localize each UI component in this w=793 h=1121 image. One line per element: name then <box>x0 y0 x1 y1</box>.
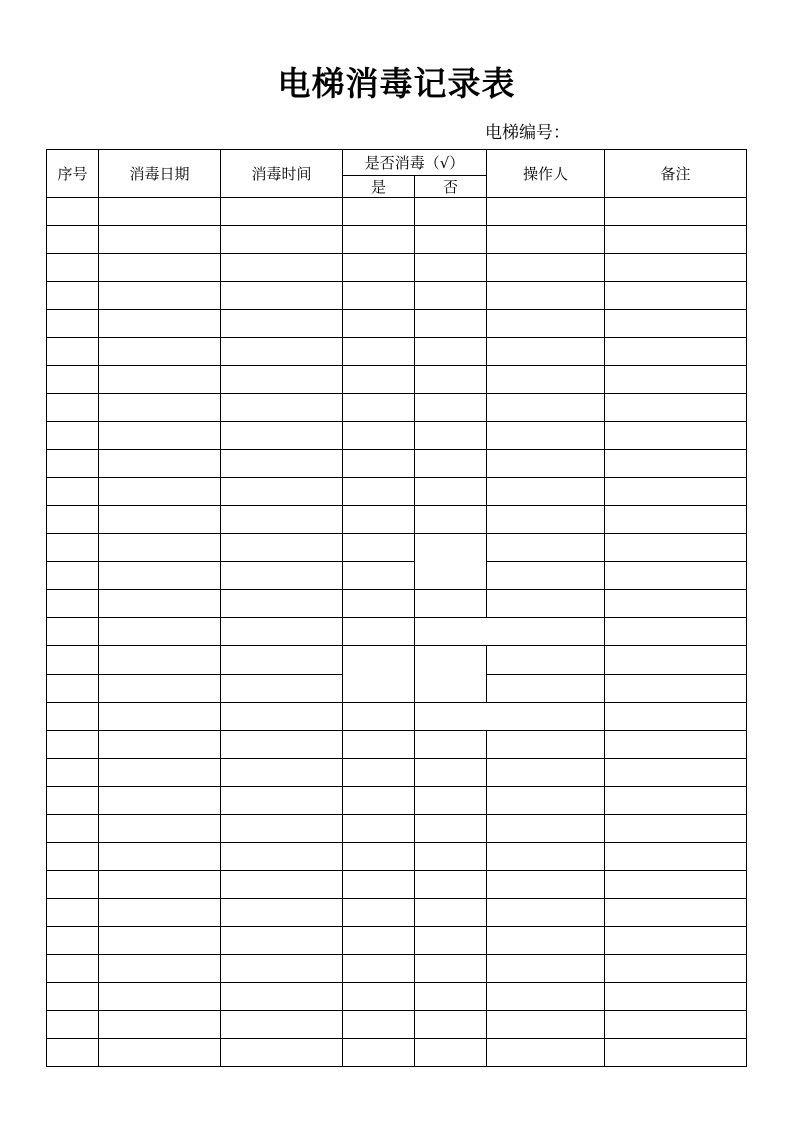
table-row <box>47 422 747 450</box>
header-disinfected: 是否消毒（√） <box>343 150 487 176</box>
cell-remarks[interactable] <box>605 450 747 478</box>
table-row <box>47 703 747 731</box>
cell-seq[interactable] <box>47 198 99 226</box>
cell-date[interactable] <box>99 338 221 366</box>
cell-operator[interactable] <box>487 590 605 618</box>
table-row <box>47 534 747 562</box>
table-row <box>47 366 747 394</box>
cell-operator[interactable] <box>487 871 605 899</box>
cell-date[interactable] <box>99 590 221 618</box>
cell-date[interactable] <box>99 394 221 422</box>
cell-no[interactable] <box>415 899 487 927</box>
table-row <box>47 759 747 787</box>
cell-no[interactable] <box>415 787 487 815</box>
cell-date[interactable] <box>99 1011 221 1039</box>
cell-date[interactable] <box>99 422 221 450</box>
cell-seq[interactable] <box>47 1039 99 1067</box>
cell-no[interactable] <box>415 226 487 254</box>
cell-date[interactable] <box>99 787 221 815</box>
cell-seq[interactable] <box>47 618 99 646</box>
cell-yes-merged[interactable] <box>343 646 415 703</box>
cell-operator[interactable] <box>487 815 605 843</box>
cell-yes[interactable] <box>343 590 415 618</box>
cell-date[interactable] <box>99 226 221 254</box>
cell-no-merged[interactable] <box>415 646 487 703</box>
table-row <box>47 871 747 899</box>
cell-time[interactable] <box>221 366 343 394</box>
cell-operator[interactable] <box>487 422 605 450</box>
cell-no[interactable] <box>415 843 487 871</box>
cell-time[interactable] <box>221 422 343 450</box>
cell-remarks[interactable] <box>605 703 747 731</box>
table-row <box>47 843 747 871</box>
cell-yes[interactable] <box>343 422 415 450</box>
cell-operator[interactable] <box>487 983 605 1011</box>
cell-date[interactable] <box>99 703 221 731</box>
cell-remarks[interactable] <box>605 759 747 787</box>
table-row <box>47 899 747 927</box>
cell-operator[interactable] <box>487 1011 605 1039</box>
cell-time[interactable] <box>221 899 343 927</box>
cell-yes[interactable] <box>343 927 415 955</box>
table-row <box>47 226 747 254</box>
cell-yes[interactable] <box>343 871 415 899</box>
cell-operator[interactable] <box>487 534 605 562</box>
cell-yes[interactable] <box>343 562 415 590</box>
table-row <box>47 562 747 590</box>
header-time: 消毒时间 <box>221 150 343 198</box>
cell-time[interactable] <box>221 478 343 506</box>
cell-date[interactable] <box>99 899 221 927</box>
header-remarks: 备注 <box>605 150 747 198</box>
cell-remarks[interactable] <box>605 478 747 506</box>
cell-date[interactable] <box>99 843 221 871</box>
cell-remarks[interactable] <box>605 787 747 815</box>
cell-no[interactable] <box>415 366 487 394</box>
cell-seq[interactable] <box>47 366 99 394</box>
cell-yes[interactable] <box>343 899 415 927</box>
cell-seq[interactable] <box>47 731 99 759</box>
cell-remarks[interactable] <box>605 1039 747 1067</box>
cell-time[interactable] <box>221 198 343 226</box>
cell-seq[interactable] <box>47 899 99 927</box>
cell-time[interactable] <box>221 562 343 590</box>
cell-time[interactable] <box>221 983 343 1011</box>
cell-remarks[interactable] <box>605 534 747 562</box>
cell-no[interactable] <box>415 282 487 310</box>
table-row <box>47 338 747 366</box>
cell-yes[interactable] <box>343 534 415 562</box>
cell-remarks[interactable] <box>605 562 747 590</box>
cell-yes[interactable] <box>343 1011 415 1039</box>
cell-seq[interactable] <box>47 506 99 534</box>
cell-seq[interactable] <box>47 394 99 422</box>
cell-no[interactable] <box>415 590 487 618</box>
cell-yes[interactable] <box>343 955 415 983</box>
cell-seq[interactable] <box>47 338 99 366</box>
cell-date[interactable] <box>99 562 221 590</box>
cell-yes[interactable] <box>343 450 415 478</box>
cell-operator[interactable] <box>487 478 605 506</box>
cell-no[interactable] <box>415 815 487 843</box>
table-row <box>47 1039 747 1067</box>
cell-no[interactable] <box>415 310 487 338</box>
cell-date[interactable] <box>99 310 221 338</box>
cell-yes[interactable] <box>343 282 415 310</box>
cell-seq[interactable] <box>47 226 99 254</box>
cell-operator[interactable] <box>487 899 605 927</box>
cell-date[interactable] <box>99 450 221 478</box>
cell-yes[interactable] <box>343 310 415 338</box>
cell-remarks[interactable] <box>605 506 747 534</box>
cell-yes[interactable] <box>343 226 415 254</box>
cell-date[interactable] <box>99 366 221 394</box>
cell-remarks[interactable] <box>605 1011 747 1039</box>
cell-remarks[interactable] <box>605 618 747 646</box>
cell-yes[interactable] <box>343 506 415 534</box>
cell-yes[interactable] <box>343 338 415 366</box>
cell-no[interactable] <box>415 394 487 422</box>
cell-operator[interactable] <box>487 759 605 787</box>
cell-no[interactable] <box>415 198 487 226</box>
cell-time[interactable] <box>221 254 343 282</box>
cell-seq[interactable] <box>47 450 99 478</box>
cell-operator[interactable] <box>487 338 605 366</box>
cell-date[interactable] <box>99 815 221 843</box>
cell-time[interactable] <box>221 590 343 618</box>
cell-seq[interactable] <box>47 983 99 1011</box>
cell-time[interactable] <box>221 534 343 562</box>
cell-seq[interactable] <box>47 478 99 506</box>
cell-seq[interactable] <box>47 562 99 590</box>
cell-operator[interactable] <box>487 366 605 394</box>
cell-time[interactable] <box>221 955 343 983</box>
cell-date[interactable] <box>99 759 221 787</box>
table-row <box>47 731 747 759</box>
cell-no-merged[interactable] <box>415 534 487 590</box>
cell-yes[interactable] <box>343 198 415 226</box>
cell-yes[interactable] <box>343 394 415 422</box>
cell-no[interactable] <box>415 927 487 955</box>
cell-seq[interactable] <box>47 1011 99 1039</box>
cell-remarks[interactable] <box>605 955 747 983</box>
cell-no[interactable] <box>415 759 487 787</box>
cell-date[interactable] <box>99 983 221 1011</box>
cell-yes[interactable] <box>343 1039 415 1067</box>
table-row <box>47 618 747 646</box>
table-row <box>47 506 747 534</box>
cell-time[interactable] <box>221 310 343 338</box>
cell-operator[interactable] <box>487 310 605 338</box>
cell-remarks[interactable] <box>605 394 747 422</box>
table-row <box>47 815 747 843</box>
cell-remarks[interactable] <box>605 366 747 394</box>
cell-seq[interactable] <box>47 675 99 703</box>
cell-no[interactable] <box>415 955 487 983</box>
elevator-number-label: 电梯编号： <box>485 123 570 143</box>
cell-operator[interactable] <box>487 506 605 534</box>
cell-operator[interactable] <box>487 226 605 254</box>
cell-operator[interactable] <box>487 282 605 310</box>
cell-yes[interactable] <box>343 983 415 1011</box>
cell-date[interactable] <box>99 646 221 675</box>
cell-time[interactable] <box>221 618 343 646</box>
cell-yes[interactable] <box>343 618 415 646</box>
cell-seq[interactable] <box>47 815 99 843</box>
cell-remarks[interactable] <box>605 198 747 226</box>
table-row <box>47 1011 747 1039</box>
cell-time[interactable] <box>221 927 343 955</box>
cell-operator[interactable] <box>487 646 605 675</box>
cell-time[interactable] <box>221 450 343 478</box>
cell-no-operator-merged[interactable] <box>415 703 605 731</box>
table-row <box>47 478 747 506</box>
cell-date[interactable] <box>99 871 221 899</box>
cell-time[interactable] <box>221 506 343 534</box>
cell-remarks[interactable] <box>605 815 747 843</box>
cell-yes[interactable] <box>343 787 415 815</box>
cell-remarks[interactable] <box>605 731 747 759</box>
cell-remarks[interactable] <box>605 282 747 310</box>
cell-seq[interactable] <box>47 759 99 787</box>
cell-seq[interactable] <box>47 927 99 955</box>
cell-remarks[interactable] <box>605 254 747 282</box>
cell-seq[interactable] <box>47 590 99 618</box>
table-row <box>47 787 747 815</box>
cell-remarks[interactable] <box>605 226 747 254</box>
header-yes: 是 <box>343 176 415 198</box>
cell-operator[interactable] <box>487 731 605 759</box>
table-row <box>47 198 747 226</box>
cell-no[interactable] <box>415 450 487 478</box>
cell-seq[interactable] <box>47 871 99 899</box>
table-row <box>47 590 747 618</box>
cell-seq[interactable] <box>47 955 99 983</box>
table-row <box>47 927 747 955</box>
header-date: 消毒日期 <box>99 150 221 198</box>
cell-seq[interactable] <box>47 282 99 310</box>
cell-time[interactable] <box>221 759 343 787</box>
cell-operator[interactable] <box>487 927 605 955</box>
cell-yes[interactable] <box>343 254 415 282</box>
cell-operator[interactable] <box>487 675 605 703</box>
cell-seq[interactable] <box>47 843 99 871</box>
table-row <box>47 394 747 422</box>
cell-remarks[interactable] <box>605 899 747 927</box>
cell-date[interactable] <box>99 618 221 646</box>
cell-seq[interactable] <box>47 703 99 731</box>
cell-date[interactable] <box>99 478 221 506</box>
cell-operator[interactable] <box>487 843 605 871</box>
cell-date[interactable] <box>99 675 221 703</box>
header-no: 否 <box>415 176 487 198</box>
cell-yes[interactable] <box>343 815 415 843</box>
cell-no-operator-merged[interactable] <box>415 618 605 646</box>
cell-date[interactable] <box>99 927 221 955</box>
table-row <box>47 955 747 983</box>
cell-seq[interactable] <box>47 787 99 815</box>
cell-date[interactable] <box>99 282 221 310</box>
table-row <box>47 983 747 1011</box>
cell-seq[interactable] <box>47 422 99 450</box>
cell-time[interactable] <box>221 646 343 675</box>
cell-time[interactable] <box>221 282 343 310</box>
disinfection-record-table <box>46 149 747 1067</box>
cell-time[interactable] <box>221 815 343 843</box>
table-row <box>47 450 747 478</box>
cell-time[interactable] <box>221 675 343 703</box>
cell-yes[interactable] <box>343 478 415 506</box>
cell-time[interactable] <box>221 226 343 254</box>
cell-date[interactable] <box>99 254 221 282</box>
cell-time[interactable] <box>221 1039 343 1067</box>
cell-date[interactable] <box>99 731 221 759</box>
cell-yes[interactable] <box>343 703 415 731</box>
cell-date[interactable] <box>99 534 221 562</box>
cell-operator[interactable] <box>487 1039 605 1067</box>
cell-no[interactable] <box>415 731 487 759</box>
cell-remarks[interactable] <box>605 675 747 703</box>
cell-operator[interactable] <box>487 562 605 590</box>
cell-operator[interactable] <box>487 254 605 282</box>
cell-operator[interactable] <box>487 450 605 478</box>
table-row <box>47 254 747 282</box>
cell-remarks[interactable] <box>605 871 747 899</box>
cell-yes[interactable] <box>343 843 415 871</box>
page-title: 电梯消毒记录表 <box>277 64 516 103</box>
cell-time[interactable] <box>221 787 343 815</box>
header-seq: 序号 <box>47 150 99 198</box>
cell-no[interactable] <box>415 506 487 534</box>
cell-no[interactable] <box>415 871 487 899</box>
cell-operator[interactable] <box>487 198 605 226</box>
cell-no[interactable] <box>415 422 487 450</box>
cell-yes[interactable] <box>343 366 415 394</box>
cell-date[interactable] <box>99 1039 221 1067</box>
cell-remarks[interactable] <box>605 338 747 366</box>
cell-date[interactable] <box>99 506 221 534</box>
cell-yes[interactable] <box>343 731 415 759</box>
cell-yes[interactable] <box>343 759 415 787</box>
cell-date[interactable] <box>99 955 221 983</box>
cell-operator[interactable] <box>487 394 605 422</box>
cell-time[interactable] <box>221 1011 343 1039</box>
cell-seq[interactable] <box>47 254 99 282</box>
cell-remarks[interactable] <box>605 927 747 955</box>
cell-time[interactable] <box>221 843 343 871</box>
cell-no[interactable] <box>415 1039 487 1067</box>
cell-operator[interactable] <box>487 955 605 983</box>
cell-no[interactable] <box>415 1011 487 1039</box>
cell-seq[interactable] <box>47 534 99 562</box>
table-row <box>47 646 747 675</box>
cell-no[interactable] <box>415 983 487 1011</box>
cell-time[interactable] <box>221 871 343 899</box>
cell-date[interactable] <box>99 198 221 226</box>
cell-operator[interactable] <box>487 787 605 815</box>
cell-time[interactable] <box>221 394 343 422</box>
cell-no[interactable] <box>415 478 487 506</box>
cell-remarks[interactable] <box>605 646 747 675</box>
cell-remarks[interactable] <box>605 310 747 338</box>
cell-remarks[interactable] <box>605 422 747 450</box>
cell-time[interactable] <box>221 703 343 731</box>
cell-time[interactable] <box>221 731 343 759</box>
table-row <box>47 310 747 338</box>
cell-no[interactable] <box>415 254 487 282</box>
cell-seq[interactable] <box>47 310 99 338</box>
header-operator: 操作人 <box>487 150 605 198</box>
table-row <box>47 282 747 310</box>
cell-remarks[interactable] <box>605 843 747 871</box>
cell-seq[interactable] <box>47 646 99 675</box>
cell-remarks[interactable] <box>605 590 747 618</box>
cell-remarks[interactable] <box>605 983 747 1011</box>
cell-no[interactable] <box>415 338 487 366</box>
cell-time[interactable] <box>221 338 343 366</box>
